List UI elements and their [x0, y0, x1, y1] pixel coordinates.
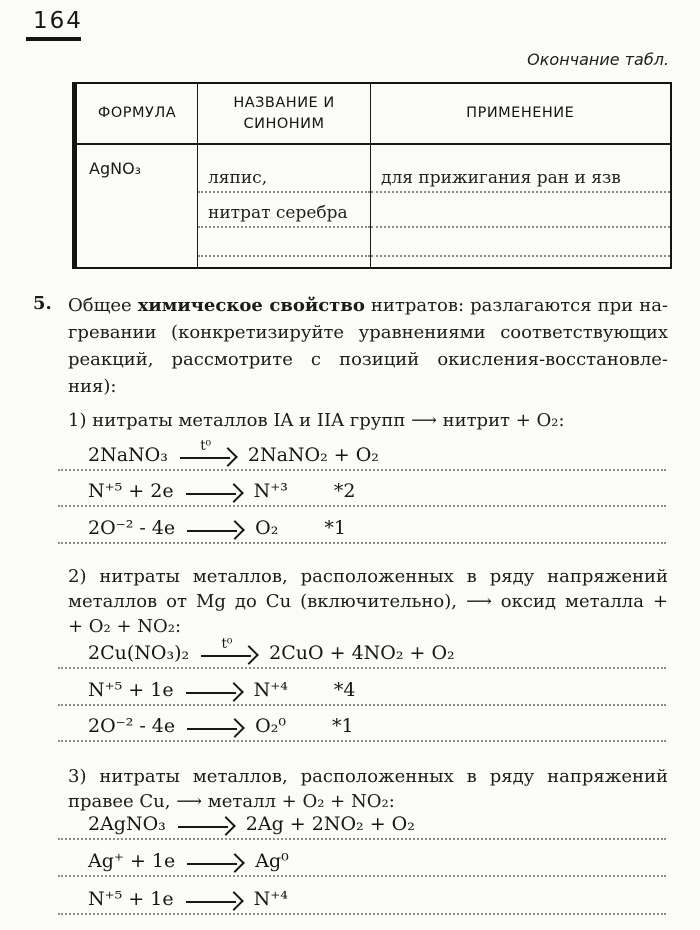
equation-row — [58, 840, 666, 877]
answer-text: ляпис, — [208, 168, 268, 188]
heading-line: + O₂ + NO₂: — [68, 616, 182, 637]
intro-line — [68, 346, 668, 373]
equation-lhs: 2O⁻² - 4e — [88, 715, 176, 737]
text-segment: ния): — [68, 376, 117, 397]
equation-rhs: Ag⁰ — [255, 850, 289, 872]
equation-rhs: N⁺⁴ — [253, 888, 288, 910]
equations-group — [58, 433, 666, 544]
case-section — [30, 764, 675, 915]
reaction-arrow-icon — [186, 684, 242, 700]
arrow-condition-label: t⁰ — [200, 437, 212, 454]
cases-container — [30, 408, 675, 915]
equation-row — [58, 507, 666, 544]
arrow-condition-label: t⁰ — [221, 635, 233, 652]
arrow-head — [224, 891, 244, 911]
fill-line — [371, 145, 670, 193]
heading-line: 1) нитраты металлов IA и IIA групп ⟶ нитрит + O₂: — [68, 410, 565, 431]
case-section — [30, 408, 675, 544]
heading-line: правее Cu, ⟶ металл + O₂ + NO₂: — [68, 791, 395, 812]
equation-factor: *1 — [331, 715, 354, 737]
arrow-head — [218, 447, 238, 467]
answer-text: для прижигания ран и язв — [381, 168, 621, 188]
equation-lhs: 2O⁻² - 4e — [88, 517, 176, 539]
fill-line — [198, 193, 370, 228]
equation-rhs: N⁺³ — [253, 480, 288, 502]
case-section — [30, 564, 675, 742]
intro-line — [68, 373, 668, 400]
table-row — [75, 144, 671, 268]
equation-row — [58, 814, 666, 840]
equation-row — [58, 877, 666, 915]
heading-line: 2) нитраты металлов, расположенных в ряду напряжений — [68, 566, 668, 587]
col-header-formula: ФОРМУЛА — [75, 83, 198, 144]
text-segment: реакций, рассмотрите с позиций окисления-восстановле- — [68, 349, 668, 370]
table-header-row — [75, 83, 671, 144]
reaction-arrow-icon — [178, 818, 234, 834]
equation-row — [58, 471, 666, 507]
equation-rhs: O₂⁰ — [255, 715, 286, 737]
equation-row — [58, 706, 666, 742]
equation-rhs: O₂ — [255, 517, 279, 539]
arrow-head — [224, 483, 244, 503]
case-heading — [68, 764, 668, 814]
arrow-head — [225, 520, 245, 540]
equations-group — [58, 635, 666, 742]
intro-line — [68, 292, 668, 319]
fill-line — [198, 228, 370, 257]
equation-lhs: 2Cu(NO₃)₂ — [88, 642, 190, 664]
task-5-section — [30, 292, 675, 915]
case-heading — [68, 564, 668, 639]
heading-line: металлов от Mg до Cu (включительно), ⟶ оксид металла + — [68, 591, 668, 612]
table-continuation-note: Окончание табл. — [527, 50, 669, 69]
page-number-underline — [26, 37, 81, 41]
name-synonym-cell — [198, 144, 371, 268]
answer-text: нитрат серебра — [208, 203, 348, 223]
equation-lhs: N⁺⁵ + 2e — [88, 480, 174, 502]
equation-lhs: N⁺⁵ + 1e — [88, 679, 174, 701]
reaction-arrow-icon — [180, 437, 236, 465]
text-segment: Общее — [68, 295, 138, 316]
page-number: 164 — [33, 8, 83, 34]
reaction-arrow-icon — [201, 635, 257, 663]
equation-lhs: 2AgNO₃ — [88, 813, 166, 835]
col-header-name-synonym: НАЗВАНИЕ И СИНОНИМ — [198, 83, 371, 144]
equation-lhs: 2NaNO₃ — [88, 444, 168, 466]
equation-row — [58, 433, 666, 471]
equation-row — [58, 635, 666, 669]
bold-text: химическое свойство — [137, 295, 365, 316]
text-segment: нитратов: разлагаются при на- — [364, 295, 669, 316]
reaction-arrow-icon — [186, 893, 242, 909]
equation-lhs: N⁺⁵ + 1e — [88, 888, 174, 910]
reaction-arrow-icon — [186, 485, 242, 501]
arrow-head — [225, 853, 245, 873]
formula-cell — [75, 144, 198, 268]
arrow-head — [224, 682, 244, 702]
equation-rhs: 2CuO + 4NO₂ + O₂ — [269, 642, 455, 664]
arrow-head — [216, 816, 236, 836]
col-header-application: ПРИМЕНЕНИЕ — [371, 83, 671, 144]
fill-line — [198, 145, 370, 193]
equation-row — [58, 669, 666, 706]
equation-factor: *4 — [333, 679, 356, 701]
formula-value: AgNO₃ — [89, 159, 142, 178]
task-number: 5. — [33, 293, 52, 314]
reaction-arrow-icon — [187, 720, 243, 736]
equation-rhs: 2Ag + 2NO₂ + O₂ — [245, 813, 415, 835]
equation-lhs: Ag⁺ + 1e — [88, 850, 176, 872]
arrow-head — [239, 645, 259, 665]
case-heading — [68, 408, 668, 433]
application-cell — [371, 144, 671, 268]
task-intro — [68, 292, 668, 400]
heading-line: 3) нитраты металлов, расположенных в ряду напряжений — [68, 766, 668, 787]
reaction-arrow-icon — [187, 522, 243, 538]
equation-rhs: 2NaNO₂ + O₂ — [247, 444, 379, 466]
fill-line — [371, 228, 670, 257]
reference-table — [72, 82, 672, 269]
intro-line — [68, 319, 668, 346]
fill-line — [371, 193, 670, 228]
equations-group — [58, 814, 666, 915]
equation-factor: *1 — [324, 517, 346, 539]
equation-factor: *2 — [333, 480, 356, 502]
reaction-arrow-icon — [187, 855, 243, 871]
arrow-head — [225, 718, 245, 738]
text-segment: гревании (конкретизируйте уравнениями соответствующих — [68, 322, 668, 343]
equation-rhs: N⁺⁴ — [253, 679, 288, 701]
